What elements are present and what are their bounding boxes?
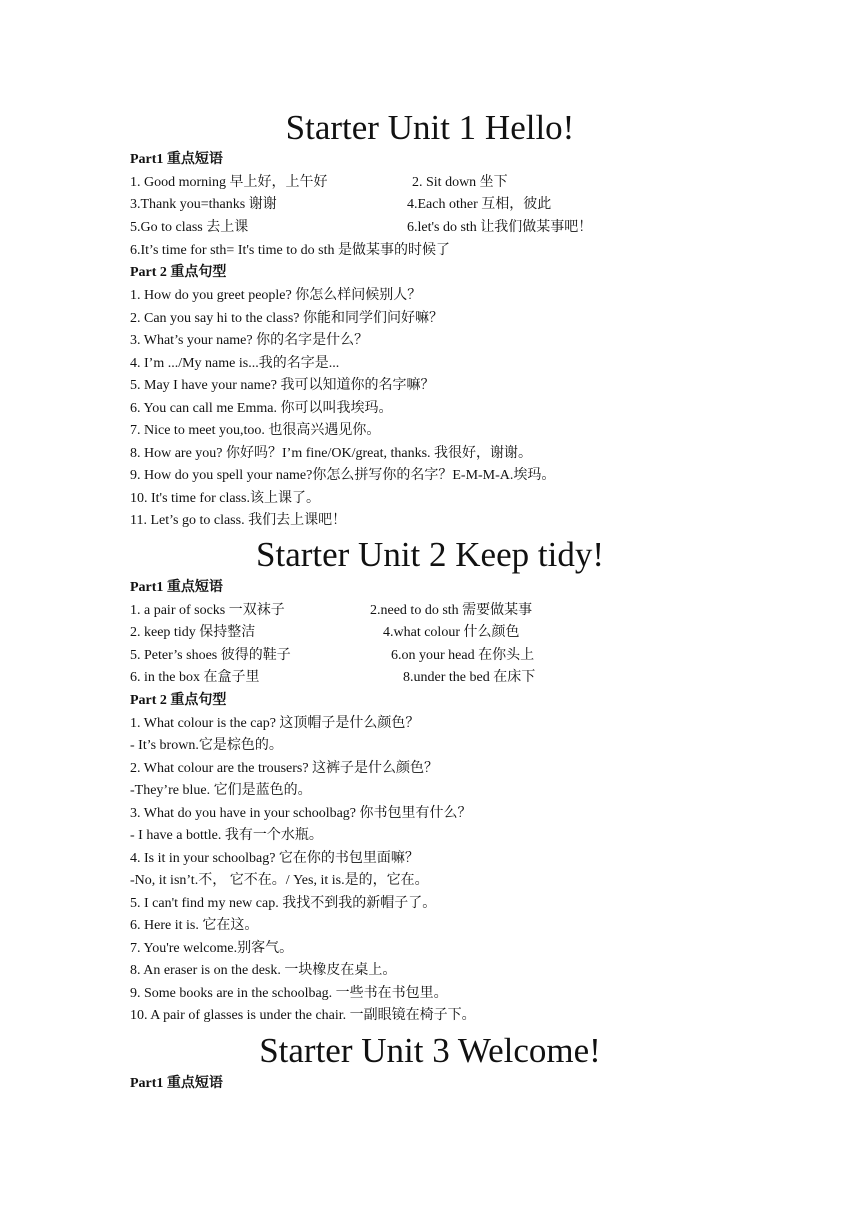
unit1-sentence-4: 4. I’m .../My name is...我的名字是... (130, 356, 340, 371)
unit2-sentence-5: 3. What do you have in your schoolbag? 你书包里有什么？ (130, 806, 472, 821)
unit1-phrase-4: 4.Each other 互相，彼此 (407, 197, 552, 212)
unit2-sentence-12: 8. An eraser is on the desk. 一块橡皮在桌上。 (130, 963, 397, 978)
unit2-sentence-10: 6. Here it is. 它在这。 (130, 918, 259, 933)
unit1-phrase-1: 1. Good morning 早上好，上午好 (130, 175, 328, 190)
unit1-phrase-6: 6.let's do sth 让我们做某事吧！ (407, 220, 593, 235)
unit1-sentence-6: 6. You can call me Emma. 你可以叫我埃玛。 (130, 401, 393, 416)
unit2-phrase-5: 5. Peter’s shoes 彼得的鞋子 (130, 648, 291, 663)
unit2-sentence-11: 7. You're welcome.别客气。 (130, 941, 294, 956)
unit1-phrase-3: 3.Thank you=thanks 谢谢 (130, 197, 277, 212)
unit2-phrase-7: 6. in the box 在盒子里 (130, 670, 260, 685)
unit2-phrase-8: 8.under the bed 在床下 (403, 670, 536, 685)
unit2-sentence-14: 10. A pair of glasses is under the chair. 一副眼镜在椅子下。 (130, 1008, 476, 1023)
unit1-sentence-3: 3. What’s your name? 你的名字是什么？ (130, 333, 369, 348)
unit3-title: Starter Unit 3 Welcome! (259, 1031, 601, 1070)
unit1-sentence-1: 1. How do you greet people? 你怎么样问候别人？ (130, 288, 422, 303)
unit2-sentence-8: -No, it isn’t.不， 它不在。/ Yes, it is.是的，它在。 (130, 873, 429, 888)
unit1-part2-heading: Part 2 重点句型 (130, 265, 227, 280)
unit1-sentence-11: 11. Let’s go to class. 我们去上课吧！ (130, 513, 347, 528)
unit2-sentence-9: 5. I can't find my new cap. 我找不到我的新帽子了。 (130, 896, 437, 911)
unit2-sentence-1: 1. What colour is the cap? 这顶帽子是什么颜色？ (130, 716, 420, 731)
unit1-phrase-2: 2. Sit down 坐下 (412, 175, 508, 190)
unit2-sentence-3: 2. What colour are the trousers? 这裤子是什么颜色？ (130, 761, 439, 776)
unit1-sentence-5: 5. May I have your name? 我可以知道你的名字嘛？ (130, 378, 435, 393)
unit2-phrase-3: 2. keep tidy 保持整洁 (130, 625, 256, 640)
unit2-phrase-6: 6.on your head 在你头上 (391, 648, 535, 663)
unit1-sentence-8: 8. How are you? 你好吗？I’m fine/OK/great, thanks. 我很好，谢谢。 (130, 446, 533, 461)
unit1-sentence-9: 9. How do you spell your name?你怎么拼写你的名字？E-M-M-A.埃玛。 (130, 468, 556, 483)
unit2-sentence-4: -They’re blue. 它们是蓝色的。 (130, 783, 312, 798)
unit2-sentence-13: 9. Some books are in the schoolbag. 一些书在书包里。 (130, 986, 448, 1001)
unit2-phrase-2: 2.need to do sth 需要做某事 (370, 603, 533, 618)
unit1-phrase-5: 5.Go to class 去上课 (130, 220, 249, 235)
unit2-part2-heading: Part 2 重点句型 (130, 693, 227, 708)
unit1-sentence-2: 2. Can you say hi to the class? 你能和同学们问好嘛？ (130, 311, 444, 326)
unit1-sentence-7: 7. Nice to meet you,too. 也很高兴遇见你。 (130, 423, 381, 438)
unit2-title: Starter Unit 2 Keep tidy! (256, 535, 604, 574)
unit3-part1-heading: Part1 重点短语 (130, 1076, 223, 1091)
unit2-sentence-7: 4. Is it in your schoolbag? 它在你的书包里面嘛？ (130, 851, 419, 866)
unit1-sentence-10: 10. It's time for class.该上课了。 (130, 491, 320, 506)
unit2-sentence-6: - I have a bottle. 我有一个水瓶。 (130, 828, 323, 843)
unit2-phrase-1: 1. a pair of socks 一双袜子 (130, 603, 285, 618)
unit1-part1-heading: Part1 重点短语 (130, 152, 223, 167)
unit2-phrase-4: 4.what colour 什么颜色 (383, 625, 520, 640)
unit2-part1-heading: Part1 重点短语 (130, 580, 223, 595)
unit1-phrase-7: 6.It’s time for sth= It's time to do sth 是做某事的时候了 (130, 243, 450, 258)
unit1-title: Starter Unit 1 Hello! (285, 108, 575, 147)
unit2-sentence-2: - It’s brown.它是棕色的。 (130, 738, 283, 753)
